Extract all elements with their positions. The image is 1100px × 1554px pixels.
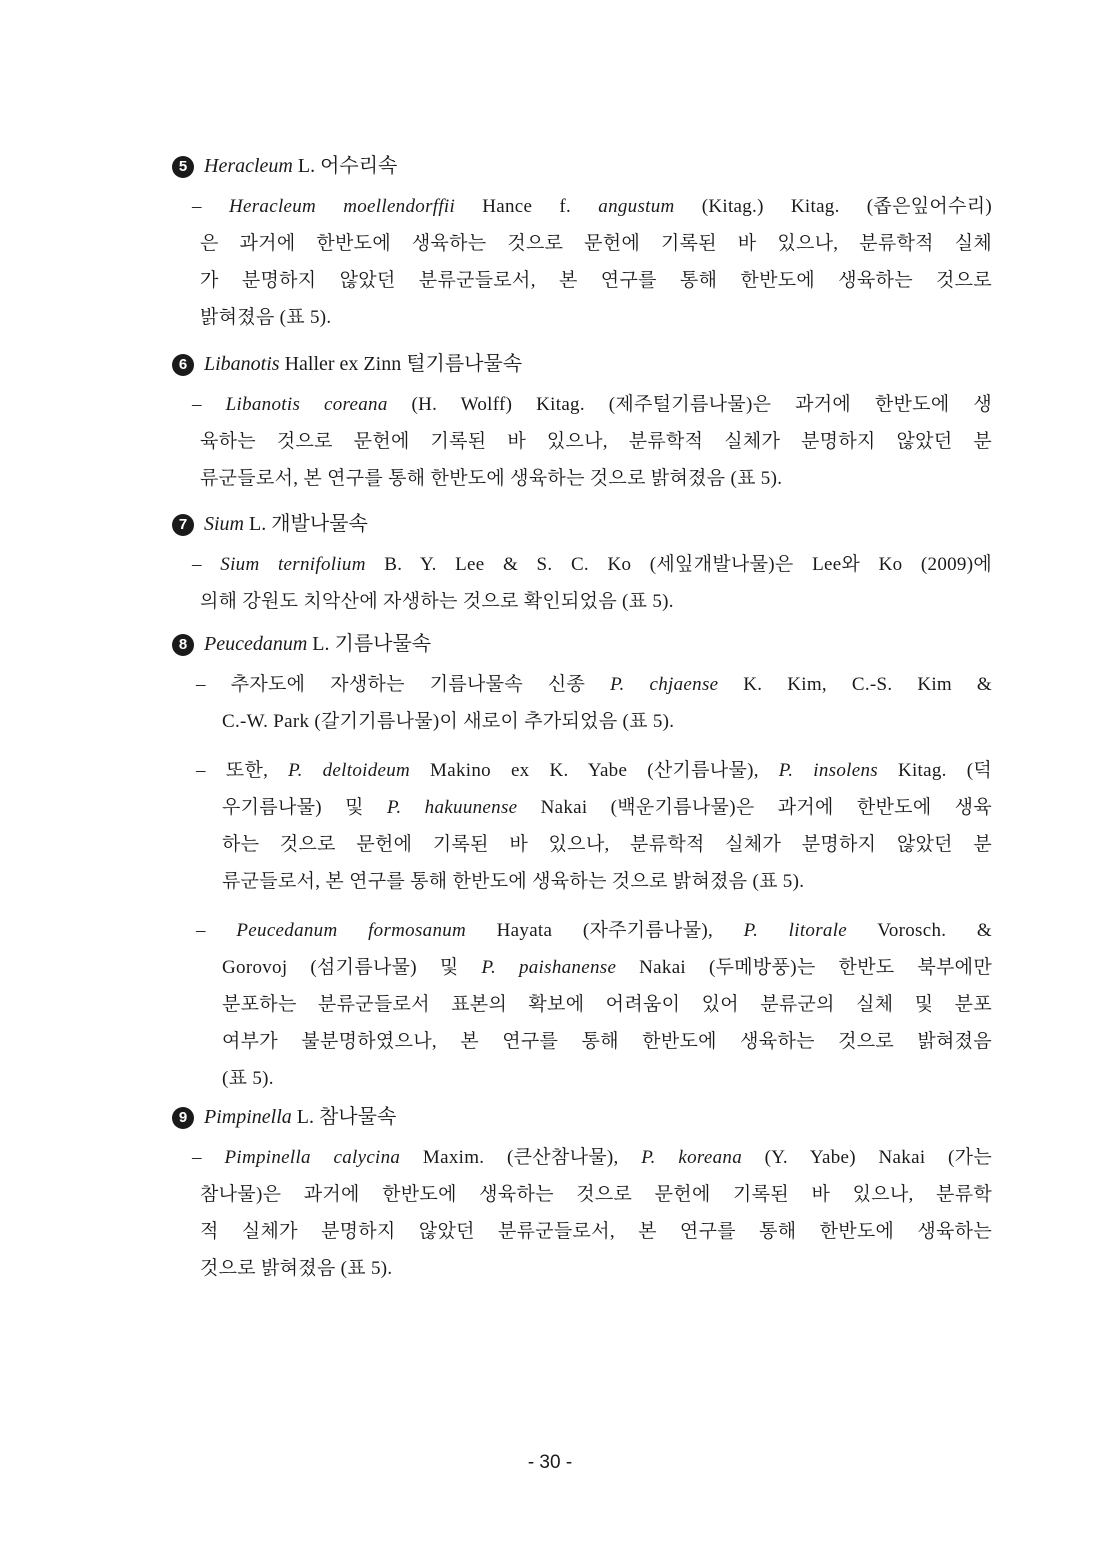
text-line: 의해 강원도 치악산에 자생하는 것으로 확인되었음 (표 5). <box>200 591 674 612</box>
list-item <box>172 1139 992 1287</box>
genus-rest: L. 어수리속 <box>292 155 398 177</box>
text-line: 가 분명하지 않았던 분류군들로서, 본 연구를 통해 한반도에 생육하는 것으로 <box>200 270 992 291</box>
taxon-name: P. chjaense <box>610 674 719 695</box>
text-line: C.-W. Park (갈기기름나물)이 새로이 추가되었음 (표 5). <box>222 711 675 732</box>
taxon-name: Pimpinella calycina <box>224 1147 401 1168</box>
taxon-name: P. deltoideum <box>288 760 411 781</box>
taxon-name: P. koreana <box>641 1147 743 1168</box>
text-line: 분포하는 분류군들로서 표본의 확보에 어려움이 있어 분류군의 실체 및 분포 <box>222 994 992 1015</box>
text-line: (표 5). <box>222 1068 274 1089</box>
list-item <box>172 666 992 740</box>
section-heading <box>172 510 992 538</box>
text-line: 육하는 것으로 문헌에 기록된 바 있으나, 분류학적 실체가 분명하지 않았던 분 <box>200 431 992 452</box>
genus-rest: L. 기름나물속 <box>307 633 432 655</box>
section-peucedanum <box>172 630 992 1097</box>
section-pimpinella <box>172 1103 992 1287</box>
text-line: 은 과거에 한반도에 생육하는 것으로 문헌에 기록된 바 있으나, 분류학적 실체 <box>200 233 992 254</box>
page-number: - 30 - <box>527 1452 573 1473</box>
section-heading <box>172 630 992 658</box>
circled-number: 6 <box>172 354 194 376</box>
taxon-name: Peucedanum formosanum <box>236 920 467 941</box>
text-line: 여부가 불분명하였으나, 본 연구를 통해 한반도에 생육하는 것으로 밝혀졌음 <box>222 1031 992 1052</box>
genus-rest: L. 개발나물속 <box>244 513 368 535</box>
list-item <box>172 752 992 900</box>
text-line: 류군들로서, 본 연구를 통해 한반도에 생육하는 것으로 밝혀졌음 (표 5). <box>200 468 783 489</box>
text-line: 류군들로서, 본 연구를 통해 한반도에 생육하는 것으로 밝혀졌음 (표 5). <box>222 871 805 892</box>
taxon-name: Heracleum moellendorffii <box>228 196 456 217</box>
text-line: – Pimpinella calycina Maxim. (큰산참나물), P. koreana (Y. Yabe) Nakai (가는 <box>192 1147 992 1168</box>
taxon-name: P. insolens <box>778 760 878 781</box>
text-line: 참나물)은 과거에 한반도에 생육하는 것으로 문헌에 기록된 바 있으나, 분류학 <box>200 1184 992 1205</box>
genus-rest: Haller ex Zinn 털기름나물속 <box>279 353 523 375</box>
text-line: 것으로 밝혀졌음 (표 5). <box>200 1258 393 1279</box>
section-heading <box>172 1103 992 1131</box>
text-line: – Heracleum moellendorffii Hance f. angustum (Kitag.) Kitag. (좁은잎어수리) <box>192 196 992 217</box>
section-heading <box>172 152 992 180</box>
list-item <box>172 386 992 497</box>
circled-number: 9 <box>172 1107 194 1129</box>
text-line: 적 실체가 분명하지 않았던 분류군들로서, 본 연구를 통해 한반도에 생육하는 <box>200 1221 992 1242</box>
genus-name: Heracleum <box>204 155 293 177</box>
text-line: 밝혀졌음 (표 5). <box>200 307 332 328</box>
genus-name: Pimpinella <box>204 1106 292 1128</box>
section-libanotis <box>172 350 992 497</box>
text-line: – 추자도에 자생하는 기름나물속 신종 P. chjaense K. Kim, C.-S. Kim & <box>196 674 992 695</box>
list-item <box>172 546 992 620</box>
section-sium <box>172 510 992 620</box>
text-line: – 또한, P. deltoideum Makino ex K. Yabe (산기름나물), P. insolens Kitag. (덕 <box>196 760 992 781</box>
taxon-name: Sium ternifolium <box>220 554 366 575</box>
text-line: – Sium ternifolium B. Y. Lee & S. C. Ko (세잎개발나물)은 Lee와 Ko (2009)에 <box>192 554 992 575</box>
taxon-name: P. litorale <box>743 920 848 941</box>
taxon-name: angustum <box>598 196 675 217</box>
list-item <box>172 188 992 336</box>
taxon-name: P. hakuunense <box>386 797 518 818</box>
circled-number: 5 <box>172 156 194 178</box>
text-line: 하는 것으로 문헌에 기록된 바 있으나, 분류학적 실체가 분명하지 않았던 분 <box>222 834 992 855</box>
genus-rest: L. 참나물속 <box>291 1106 397 1128</box>
circled-number: 8 <box>172 634 194 656</box>
section-heracleum <box>172 152 992 336</box>
section-heading <box>172 350 992 378</box>
list-item <box>172 912 992 1097</box>
genus-name: Libanotis <box>204 353 280 375</box>
circled-number: 7 <box>172 514 194 536</box>
genus-name: Peucedanum <box>204 633 308 655</box>
genus-name: Sium <box>204 513 244 535</box>
text-line: Gorovoj (섬기름나물) 및 P. paishanense Nakai (두메방풍)는 한반도 북부에만 <box>222 957 992 978</box>
text-line: 우기름나물) 및 P. hakuunense Nakai (백운기름나물)은 과거에 한반도에 생육 <box>222 797 992 818</box>
text-line: – Libanotis coreana (H. Wolff) Kitag. (제주털기름나물)은 과거에 한반도에 생 <box>192 394 992 415</box>
taxon-name: P. paishanense <box>481 957 617 978</box>
text-line: – Peucedanum formosanum Hayata (자주기름나물), P. litorale Vorosch. & <box>196 920 992 941</box>
taxon-name: Libanotis coreana <box>225 394 388 415</box>
